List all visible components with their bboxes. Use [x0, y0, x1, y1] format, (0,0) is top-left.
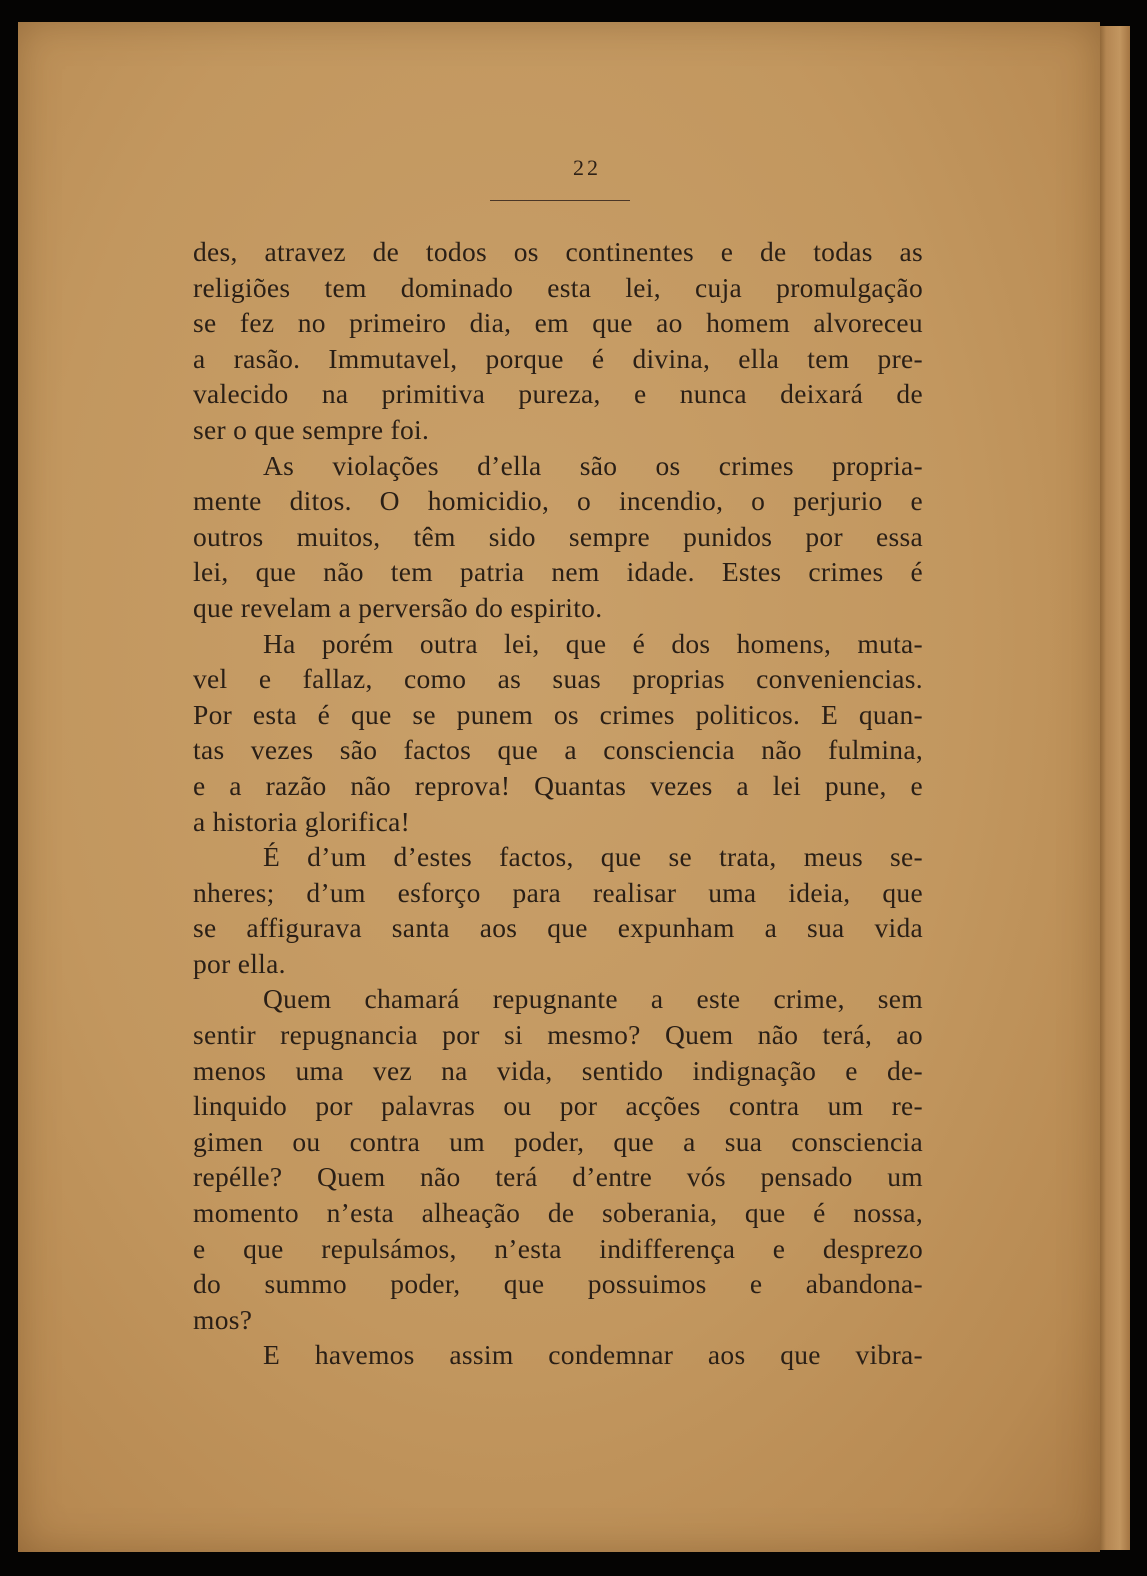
- text-line: tas vezes são factos que a consciencia não fulmina,: [193, 734, 923, 766]
- next-page-edge: [1096, 26, 1130, 1550]
- text-line: se affigurava santa aos que expunham a sua vida: [193, 912, 923, 944]
- text-line: a historia glorifica!: [193, 805, 411, 837]
- text-line: menos uma vez na vida, sentido indignação e de-: [193, 1054, 923, 1086]
- text-line: Por esta é que se punem os crimes politicos. E quan-: [193, 698, 923, 730]
- body-text: [193, 234, 923, 1373]
- text-line: E havemos assim condemnar aos que vibra-: [263, 1339, 923, 1371]
- text-line: linquido por palavras ou por acções contra um re-: [193, 1090, 923, 1122]
- text-line: outros muitos, têm sido sempre punidos por essa: [193, 520, 923, 552]
- text-line: lei, que não tem patria nem idade. Estes crimes é: [193, 556, 923, 588]
- header-rule: [490, 200, 630, 201]
- text-line: Quem chamará repugnante a este crime, sem: [263, 983, 923, 1015]
- text-line: mos?: [193, 1303, 253, 1335]
- text-line: repélle? Quem não terá d’entre vós pensado um: [193, 1161, 923, 1193]
- text-line: mente ditos. O homicidio, o incendio, o perjurio e: [193, 485, 923, 517]
- text-line: gimen ou contra um poder, que a sua consciencia: [193, 1125, 923, 1157]
- text-line: ser o que sempre foi.: [193, 413, 430, 445]
- book-page: [18, 22, 1100, 1552]
- text-line: vel e fallaz, como as suas proprias conveniencias.: [193, 663, 923, 695]
- text-line: e a razão não reprova! Quantas vezes a lei pune, e: [193, 769, 923, 801]
- text-line: por ella.: [193, 947, 286, 979]
- text-line: des, atravez de todos os continentes e de todas as: [193, 236, 923, 267]
- text-line: e que repulsámos, n’esta indifferença e desprezo: [193, 1232, 923, 1264]
- text-line: religiões tem dominado esta lei, cuja promulgação: [193, 271, 923, 303]
- text-line: se fez no primeiro dia, em que ao homem alvoreceu: [193, 307, 923, 339]
- text-line: É d’um d’estes factos, que se trata, meus se-: [263, 841, 923, 873]
- text-line: As violações d’ella são os crimes propria-: [263, 449, 923, 481]
- text-line: a rasão. Immutavel, porque é divina, ella tem pre-: [193, 342, 923, 374]
- text-line: que revelam a perversão do espirito.: [193, 591, 603, 623]
- text-line: sentir repugnancia por si mesmo? Quem não terá, ao: [193, 1019, 923, 1051]
- text-line: Ha porém outra lei, que é dos homens, muta-: [263, 627, 923, 659]
- page-number: 22: [573, 155, 601, 180]
- text-line: nheres; d’um esforço para realisar uma ideia, que: [193, 876, 923, 908]
- text-line: momento n’esta alheação de soberania, que é nossa,: [193, 1197, 923, 1229]
- text-line: valecido na primitiva pureza, e nunca deixará de: [193, 378, 923, 410]
- text-line: do summo poder, que possuimos e abandona-: [193, 1268, 923, 1300]
